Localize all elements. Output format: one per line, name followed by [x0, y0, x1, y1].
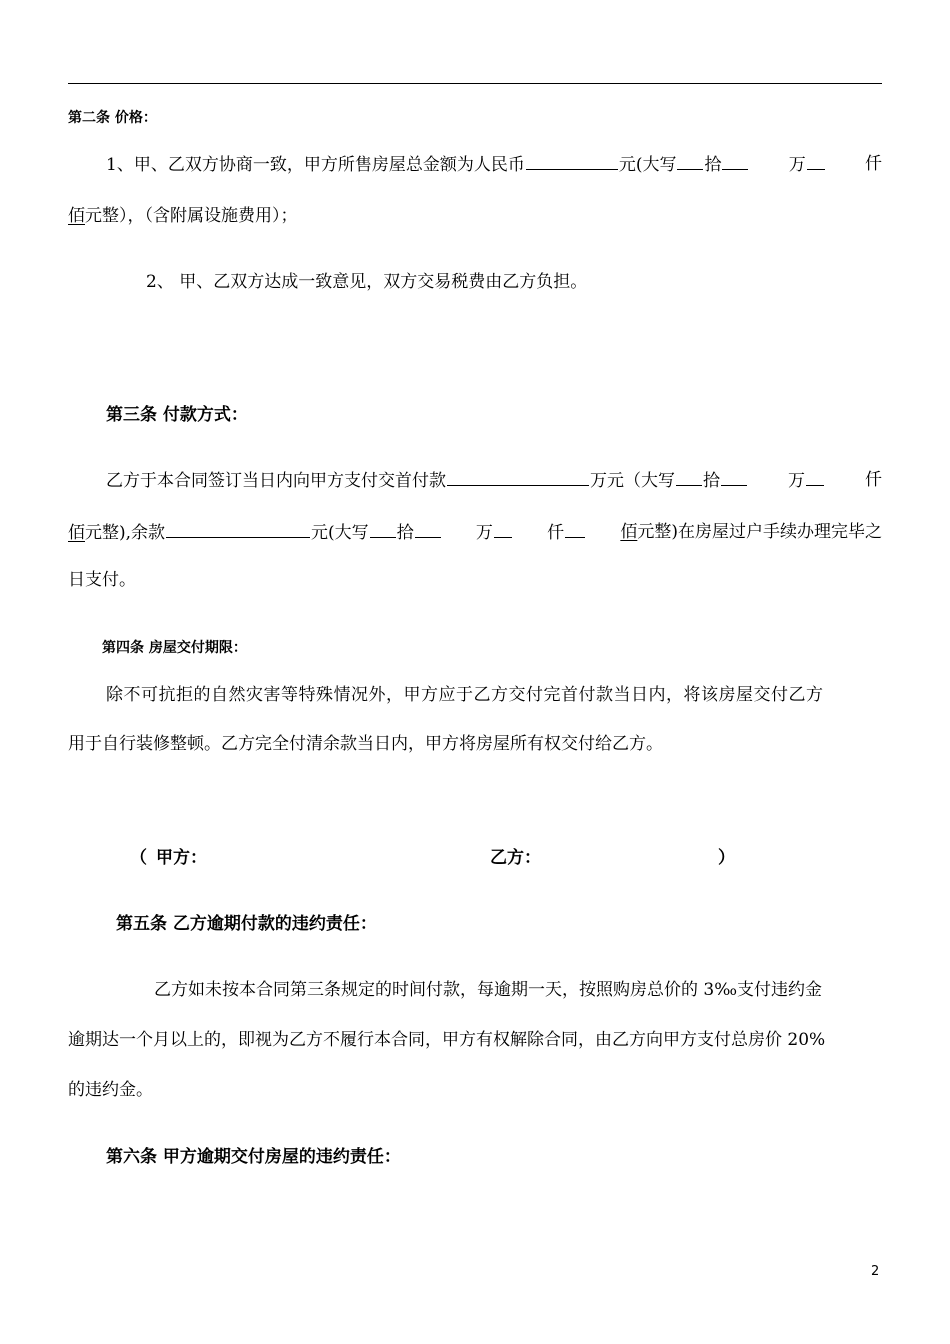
article-3-line-2: [68, 520, 882, 545]
article-3-line-3: 日支付。: [68, 570, 136, 590]
article-5-title: 第五条 乙方逾期付款的违约责任：: [116, 914, 377, 934]
blank: [494, 520, 512, 538]
blank: [806, 468, 824, 486]
page-number: 2: [871, 1264, 880, 1279]
text-segment: 拾: [704, 155, 722, 175]
article-4-line-2: 用于自行装修整顿。乙方完全付清余款当日内，甲方将房屋所有权交付给乙方。: [68, 734, 663, 754]
article-6-title: 第六条 甲方逾期交付房屋的违约责任：: [106, 1147, 401, 1167]
article-2-para-2: 2、 甲、乙双方达成一致意见，双方交易税费由乙方负担。: [146, 272, 588, 292]
text-segment: 元整)在房屋过户手续办理完毕之: [637, 522, 882, 542]
article-3-title: 第三条 付款方式：: [106, 405, 248, 425]
article-5-line-3: 的违约金。: [68, 1080, 153, 1100]
blank: [721, 468, 747, 486]
text-segment: 1、甲、乙双方协商一致，甲方所售房屋总金额为人民币: [106, 155, 525, 175]
article-4-line-1: 除不可抗拒的自然灾害等特殊情况外，甲方应于乙方交付完首付款当日内，将该房屋交付乙方: [106, 685, 824, 705]
text-segment: 乙方于本合同签订当日内向甲方支付交首付款: [106, 471, 446, 491]
blank: [722, 152, 748, 170]
article-2-para-1-line-2: [68, 204, 298, 228]
article-2-para-1-line-1: [68, 152, 882, 177]
text-segment: 仟: [865, 154, 882, 174]
article-3-line-1: [68, 468, 882, 493]
text-segment: 佰: [68, 523, 85, 543]
party-b-label: 乙方：: [490, 848, 541, 868]
blank: [415, 520, 441, 538]
article-2-title: 第二条 价格：: [68, 110, 157, 126]
text-segment: 佰: [620, 522, 638, 542]
text-segment: 仟: [865, 470, 882, 490]
blank-total-amount: [526, 152, 618, 170]
blank: [370, 520, 396, 538]
article-4-title: 第四条 房屋交付期限：: [102, 640, 247, 656]
parties-close-paren: ）: [718, 848, 735, 868]
text-segment: 元(大写: [618, 155, 677, 175]
text-segment: 佰: [68, 206, 85, 226]
text-segment: 万: [788, 471, 805, 491]
text-segment: 万: [788, 155, 806, 175]
text-segment: 万: [475, 523, 493, 543]
article-5-line-2: 逾期达一个月以上的，即视为乙方不履行本合同，甲方有权解除合同，由乙方向甲方支付总房价 20%: [68, 1030, 826, 1050]
text-segment: 元(大写: [311, 523, 369, 543]
text-segment: 拾: [703, 471, 720, 491]
blank-balance: [166, 520, 310, 538]
text-segment: 仟: [547, 523, 565, 543]
text-segment: 万元（大写: [590, 471, 675, 491]
blank: [676, 468, 702, 486]
party-a-label: 甲方：: [156, 848, 207, 868]
text-segment: 元整),余款: [85, 523, 166, 543]
article-5-line-1: 乙方如未按本合同第三条规定的时间付款，每逾期一天，按照购房总价的 3‰支付违约金: [154, 980, 823, 1000]
text-segment: 元整），（含附属设施费用）；: [85, 206, 298, 226]
blank: [565, 520, 585, 538]
text-segment: 拾: [396, 523, 414, 543]
parties-open-paren: （: [130, 848, 147, 868]
blank: [807, 152, 825, 170]
header-rule: [68, 83, 882, 84]
blank: [677, 152, 703, 170]
blank-down-payment: [447, 468, 589, 486]
